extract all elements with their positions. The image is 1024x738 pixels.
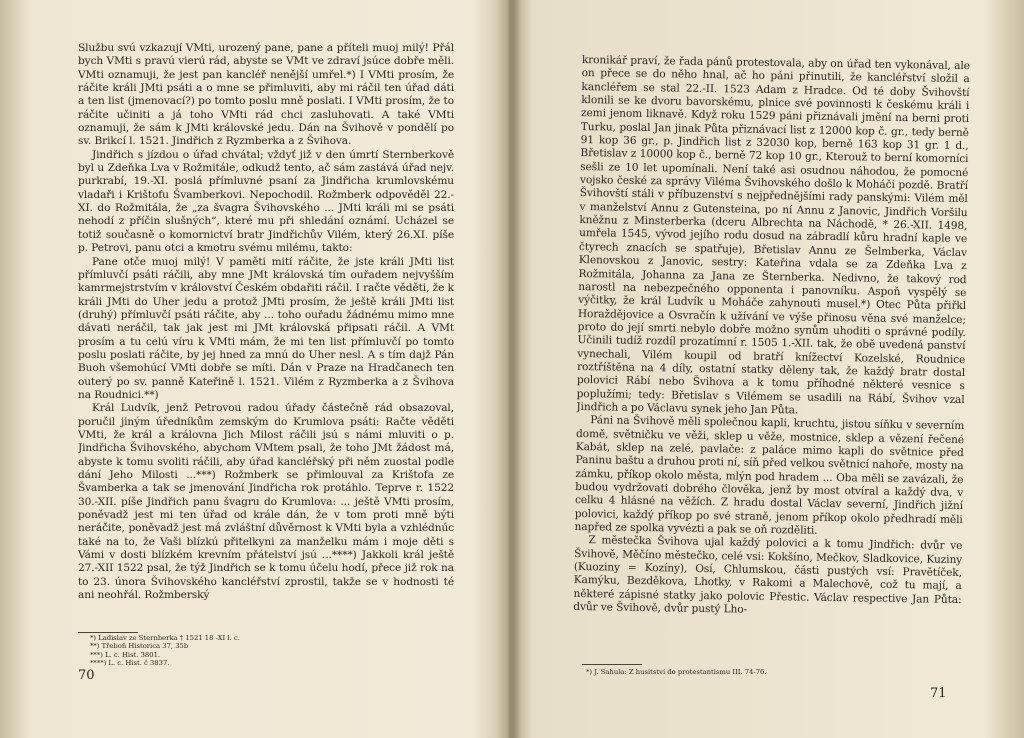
paragraph: Pane otče muoj milý! V paměti mití ráčite, že jste králi JMti list přímluvčí psáti ráčili, aby mne JMt královská tím ouřadem nejvyšším kamrmejstrstvím v království Českém obdařiti ráčil. I račte věděti, že k králi JMti do Uher jedu a protož JMti prosím, že ještě králi JMti list (druhý) přímluvčí psáti ráčite, aby ... toho ouřadu žádnému mimo mne dávati neráčil, tak jak jest mi JMt královská připsati ráčil. A VMt prosím a tu celú víru k VMti mám, že mi ten list přímluvčí po tomto poslu poslati ráčite, by jej hned za mnú do Uher nesl. A s tím dajž Pán Buoh všemohúcí VMti dobře se míti. Dán v Praze na Hradčanech ten outerý po sv. panně Kateřině l. 1521. Vilém z Ryzmberka a z Švihova na Roudnici.**): [78, 255, 454, 401]
footnote: *) J. Sahula: Z husitství do protestantismu III. 74-76.: [586, 668, 767, 676]
paragraph: Službu svú vzkazují VMti, urozený pane, pane a příteli muoj milý! Přál bych VMti s pravú vierú rád, abyste se VMt ve zdraví jsúce dobře měli. VMti oznamuji, že jest pan kancléř nenější umřel.*) I VMti prosím, že ráčite králi JMti psáti a o mne se přimluviti, aby mi ráčil ten úřad dáti a ten list (jmenovací?) po tomto poslu mně poslati. I VMti prosím, že to ráčite učiniti a já toho VMti rád chci zasluhovati. A také VMti oznamuji, že sám k JMti královské jedu. Dán na Švihově v pondělí po sv. Brikcí l. 1521. Jindřich z Ryzmberka a z Švihova.: [78, 42, 454, 148]
footnote: *) Ladislav ze Sternberka † 1521 18 -XI l. c.: [90, 634, 240, 642]
footnote: **) Třeboň Historica 37, 35b: [90, 642, 189, 651]
right-page-text: [573, 54, 970, 650]
paragraph: kronikář praví, že řada pánů protestovala, aby on úřad ten vykonával, ale on přece se do něho hnal, ač ho páni přinutili, že kancléřství složil a kancléřem se stal 22.-II. 1523 Adam z Hradce. Od té doby Švihovští klonili se ke dvoru bavorskému, plnice své povinnosti k českému králi i zemi jenom liknavě. Když roku 1529 páni přiznávali jmění na berni proti Turku, poslal Jan jinak Půta přiznávací list z 12000 kop č. gr., tedy berně 91 kop 36 gr., p. Jindřich list z 32030 kop, berně 163 kop 31 gr. 1 d., Břetislav z 10000 kop č., berně 72 kop 10 gr., Kterouž to berní komorníci sešli ze 10 let upomínali. Není také asi osudnou náhodou, že pomocné vojsko české za správy Viléma Švihovského došlo k Moháči pozdě. Bratří Švihovští stáli v příbuzenství s nejpřednějšími rady panskými: Vilém měl v manželství Annu z Gutensteina, po ní Annu z Janovic, Jindřich Voršilu kněžnu z Minsterberka (dceru Albrechta na Náchodě, * 26.-XII. 1498, umřela 1545, vývod jejího rodu dosud na zábradlí kůru hradní kaple ve čtyrech znacích se spatřuje), Břetislav Annu ze Šelmberka, Václav Klenovskou z Janovic, sestry: Kateřina vdala se za Zdeňka Lva z Rožmitála, Johanna za Jana ze Šternberka. Nedivno, že takový rod narostl na nebezpečného opponenta i panovníku. Aspoň vyspělý se výčitky, že král Ludvík u Moháče zahynouti musel.*) Otec Půta přiřkl Horaždějovice a Osvračín k užívání ve výše přinosu věna své manželce; proto do její smrti nebylo dobře možno synům uhoditi o správné podíly. Učinili tudíž rozdíl prozatímní r. 1505 1.-XII. tak, že obě uvedená panství vynechali, Vilém koupil od bratří knížectví Kozelské, Roudnice roztříštěna na 4 díly, ostatní statky děleny tak, že každý bratr dostal polovici Rábí nebo Švihova a k tomu příhodné některé vesnice s poplužími; tedy: Břetislav s Vilémem se usadili na Rábí, Švihov vzal Jindřich a po Václavu synek jeho Jan Půta.: [576, 54, 970, 417]
footnote-divider: [582, 664, 642, 665]
footnote: ****) L. c. Hist. č 3837.: [90, 659, 170, 668]
paragraph: Páni na Švihově měli společnou kapli, kruchtu, jistou síňku v severním domě, světničku ve věži, sklep u věže, mostnice, sklep a vězení řečené Kabát, sklep na zelé, pavlače: z paláce mimo kapli do světnice před Paninu baštu a druhou proti ní, síň před velkou světnicí nahoře, mosty na zámku, příkop okolo města, mlýn pod hradem ... Oba měli se zavázali, že budou vydržovati dobrého člověka, jenž by most otvíral a každý dva, v celku 4 hlásné na věžích. Z hradu dostal Václav severní, Jindřich jižní polovici, každý příkop po své straně, jenom příkop okolo předhradí měli napřed ze spolka vyvézti a pak se oň rozděliti.: [574, 414, 965, 537]
left-page-text: [78, 42, 454, 638]
footnote-divider: [78, 632, 138, 633]
paragraph: Jindřich s jízdou o úřad chvátal; vždyť již v den úmrtí Sternberkově byl u Zdeňka Lva v Rožmitále, odkudž tento, ač sám zastává úřad nejv. purkrabí, 19.-XI. poslá přímluvné psaní za Jindřicha krumlovskému vladaři i Krištofu Švamberkovi. Nepochodil. Rožmberk odpověděl 22.-XI. do Rožmitála, že „za švagra Švihovského ... JMti králi mi se psáti nehodí z příčin slušných“, které mu při shledání oznámí. Ucházel se totiž současně o komornictví bratr Jindřichův Vilém, který 26.XI. píše p. Petrovi, panu otci a kmotru svému milému, takto:: [78, 148, 454, 255]
page-number-left: 70: [78, 668, 95, 683]
right-page: [516, 0, 1024, 738]
paragraph: Z městečka Švihova ujal každý polovici a k tomu Jindřich: dvůr ve Švihově, Měčíno městečko, celé vsi: Kokšíno, Mečkov, Sladkovice, Kuziny (Kuoziny = Kozíny), Osí, Chlumskou, části pustých vsí: Pravětíček, Kamýku, Bezděkova, Lhotky, v Rakomi a Malechově, což tu mají, a některé zápisné statky jako polovic Přestic. Václav respective Jan Půta: dvůr ve Švihově, dvůr pustý Lho-: [573, 534, 963, 616]
page-number-right: 71: [930, 686, 947, 701]
footnote: ***) L. c. Hist. 3801.: [90, 650, 161, 659]
right-footnotes: [586, 668, 966, 676]
paragraph: Král Ludvík, jenž Petrovou radou úřady částečně rád obsazoval, poručil jiným úředníkům zemským do Krumlova psáti: Račte věděti VMti, že král a královna Jich Milost ráčili jsú s námi mluviti o p. Jindřicha Švihovského, abychom VMtem psali, že toho JMt žádost má, abyste k tomu svoliti ráčili, aby úřad kancléřský při něm zuostal podle dání Jeho Milosti ...***) Rožmberk se přimlouval za Krištofa ze Švamberka a tak se jmenování Jindřicha rok protáhlo. Teprve r. 1522 30.-XII. píše Jindřich panu švagru do Krumlova: ... ještě VMti prosím, poněvadž jest mi ten úřad od krále dán, že v tom proti mně býti neráčite, poněvadž jest má zvláštní důvěrnost k VMti byla a vzhlédnúc také na to, že Vaši blízkú přitelkyni za manželku mám i moje děti s Vámi v dosti blízkém krevním přátelství jsú ...****) Jakkoli král ještě 27.-XII 1522 psal, že týž Jindřich se k tomu účelu hodí, přece již rok na to 23. února Švihovského kancléřství zprostil, takže se v hodnosti té ani neohřál. Rožmberský: [78, 402, 454, 602]
left-footnotes: [90, 634, 390, 668]
left-page: [0, 0, 508, 738]
